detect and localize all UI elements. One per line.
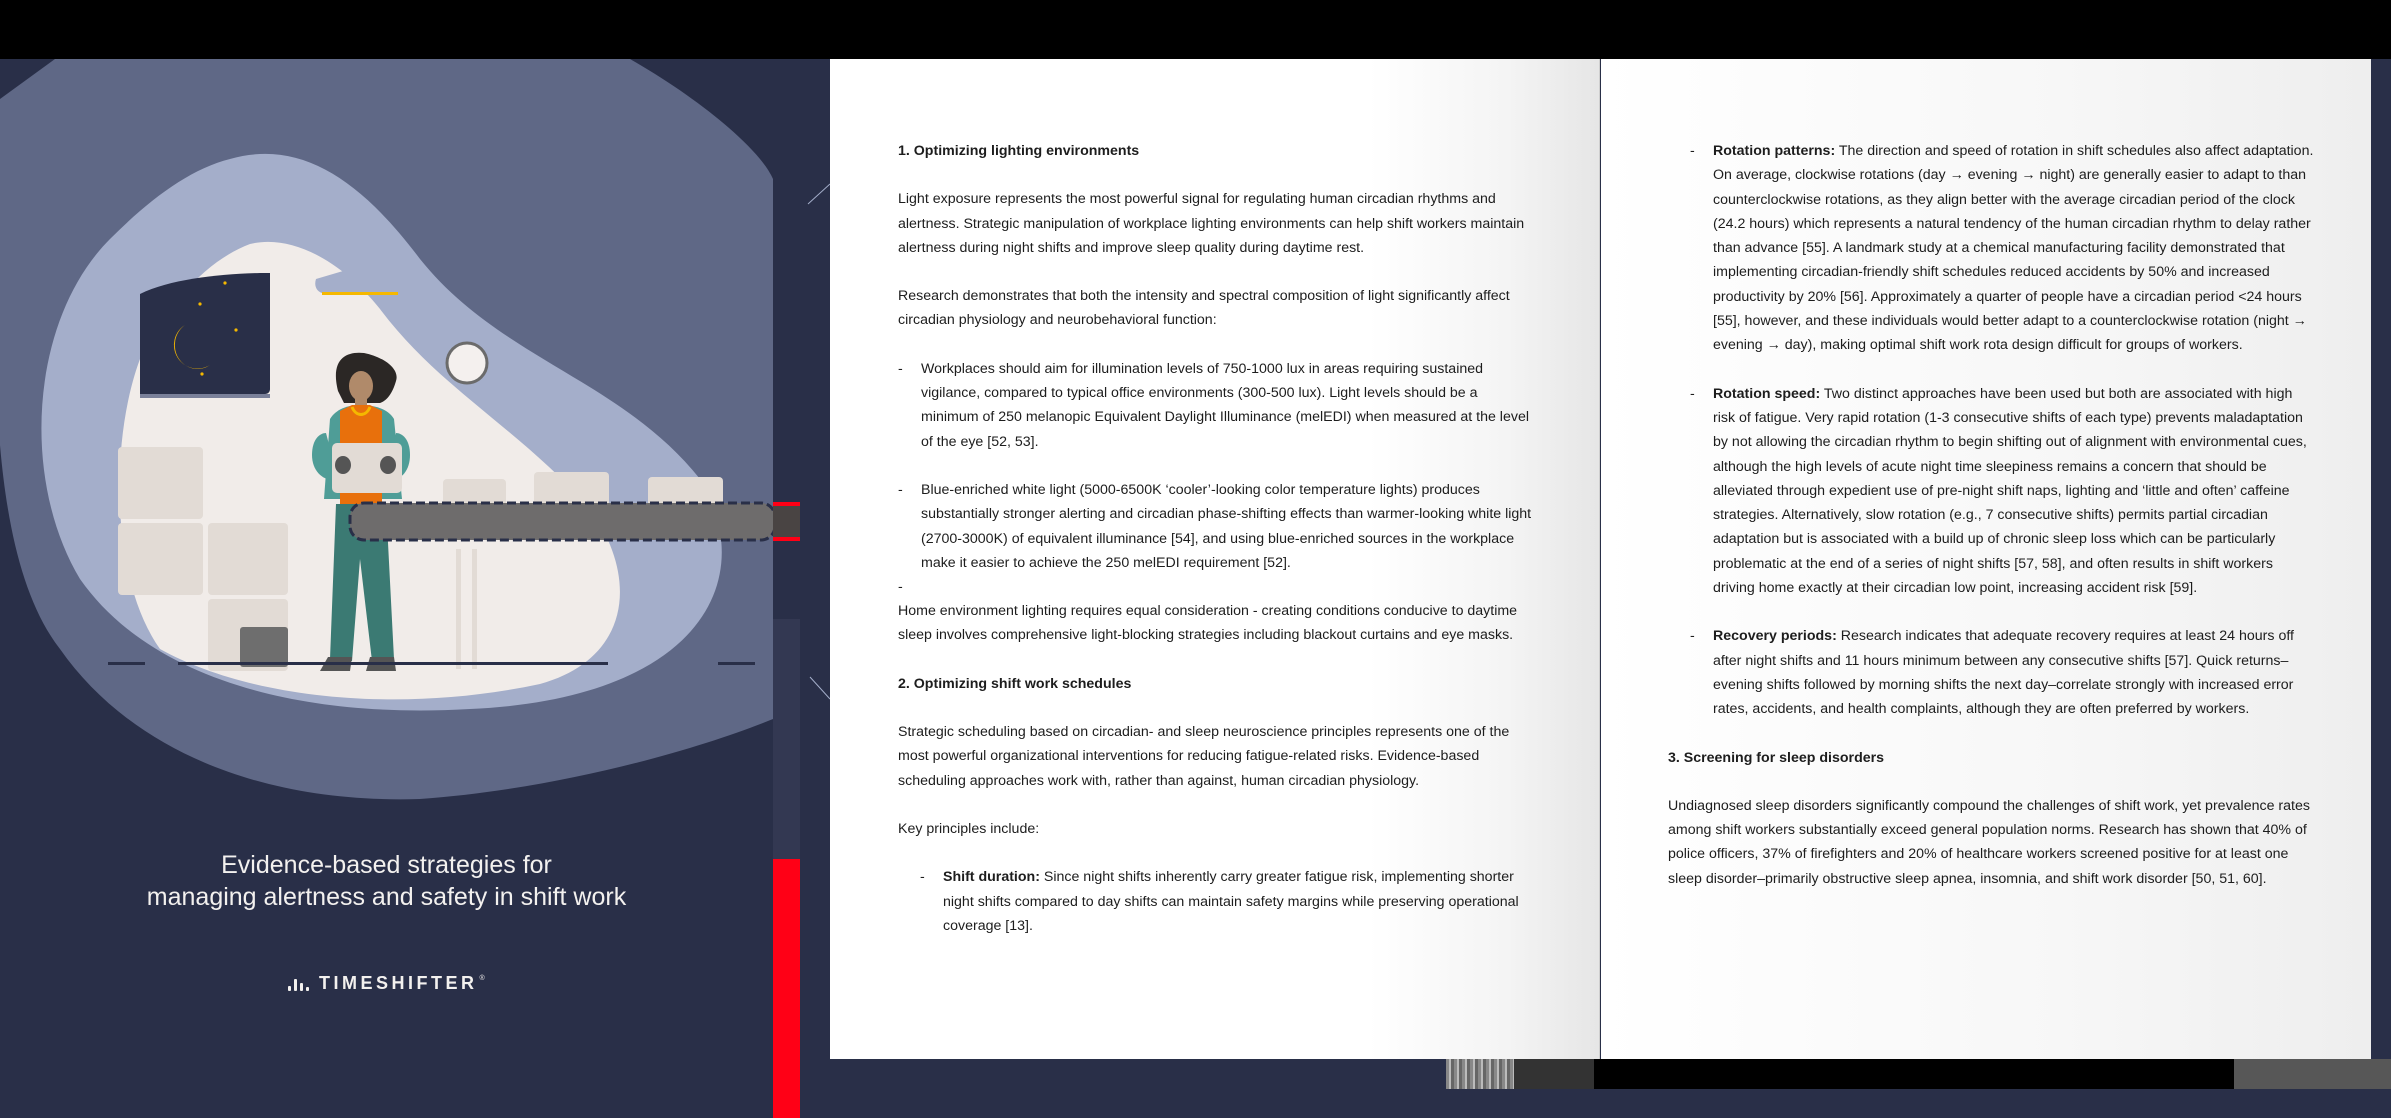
section-1-heading: 1. Optimizing lighting environments xyxy=(898,143,1140,159)
bullet-label: Rotation speed: xyxy=(1713,385,1821,402)
cover-title-line-2: managing alertness and safety in shift work xyxy=(146,883,627,911)
list-item xyxy=(898,478,1538,575)
night-shift-worker-illustration xyxy=(0,59,830,1118)
list-item xyxy=(898,865,1538,938)
timeshifter-bars-icon xyxy=(288,977,309,991)
registered-mark: ® xyxy=(479,975,485,982)
bullet-text xyxy=(943,865,1538,938)
list-item xyxy=(1668,624,2318,721)
bullet-body: The direction and speed of rotation in shift schedules also affect adaptation. On average, clockwise rotations (day → evening → night) are generally easier to adapt to than counterclockwise rotations, as they align better with the average circadian period of the clock (24.2 hours) which represents a natural tendency of the human circadian rhythm to delay rather than advance [55]. A landmark study at a chemical manufacturing facility demonstrated that implementing circadian-friendly shift schedules reduced accidents by 50% and increased productivity by 20% [56]. Approximately a quarter of people have a circadian period <24 hours [55], however, and these individuals would better adapt to a counterclockwise rotation (night → evening → day), making optimal shift work rota design difficult for groups of workers. xyxy=(1713,143,2314,354)
scan-artifact xyxy=(2234,1059,2391,1089)
bullet-label: Shift duration: xyxy=(943,869,1040,886)
bullet-text xyxy=(1713,624,2318,721)
right-edge-strip xyxy=(2371,59,2391,1118)
bullet-dash: - xyxy=(1690,385,1695,402)
bullet-text xyxy=(1713,382,2318,601)
list-item xyxy=(1668,139,2318,358)
section-3-body: Undiagnosed sleep disorders significantly compound the challenges of shift work, yet prevalence rates among shift workers substantially exceed general population norms. Research has shown that 40% of police officers, 37% of firefighters and 20% of healthcare workers screened positive for at least one sleep disorder–primarily obstructive sleep apnea, insomnia, and shift work disorder [50, 51, 60]. xyxy=(1668,797,2310,887)
bullet-text xyxy=(1713,139,2318,358)
cover-page xyxy=(0,59,830,1118)
bullet-body: Research indicates that adequate recovery requires at least 24 hours off after night shifts and 11 hours minimum between any consecutive shifts [57]. Quick returns–evening shifts followed by morning shifts the next day–correlate strongly with increased error rates, accidents, and health complaints, although they are often preferred by workers. xyxy=(1713,628,2294,718)
bullet-label: Recovery periods: xyxy=(1713,628,1837,645)
section-2-heading: 2. Optimizing shift work schedules xyxy=(898,675,1132,692)
bullet-body: Since night shifts inherently carry greater fatigue risk, implementing shorter night shifts compared to day shifts can maintain safety margins while preserving operational coverage [13]. xyxy=(943,869,1519,934)
timeshifter-logo xyxy=(288,973,485,994)
bullet-body: Two distinct approaches have been used but both are associated with high risk of fatigue. Very rapid rotation (1-3 consecutive shifts of each type) prevents maladaptation by not allowing the circadian rhythm to begin shifting out of alignment with environmental cues, although the high levels of acute night time sleepiness remains a concern that should be alleviated through expedient use of pre-night shift naps, lighting and ‘little and often’ caffeine strategies. Alternatively, slow rotation (e.g., 7 consecutive shifts) permits partial circadian adaptation but is associated with a build up of chronic sleep loss which can be particularly problematic at the end of a series of night shifts [57, 58], and often results in shift workers driving home exactly at their circadian low point, increasing accident risk [59]. xyxy=(1713,385,2307,597)
section-3-heading: 3. Screening for sleep disorders xyxy=(1668,749,1885,766)
scan-artifact xyxy=(1446,1059,1514,1089)
document-page-left xyxy=(830,59,1600,1059)
section-1-home-lighting: Home environment lighting requires equal consideration - creating conditions conducive to daytime sleep involves comprehensive light-blocking strategies including blackout curtains and eye masks. xyxy=(898,603,1518,644)
section-2-intro: Strategic scheduling based on circadian- and sleep neuroscience principles represents one of the most powerful organizational interventions for reducing fatigue-related risks. Evidence-based scheduling approaches work with, rather than against, human circadian physiology. xyxy=(898,724,1510,789)
key-principles-label: Key principles include: xyxy=(898,820,1040,837)
bullet-label: Rotation patterns: xyxy=(1713,143,1836,159)
bullet-text: Workplaces should aim for illumination levels of 750-1000 lux in areas requiring sustained vigilance, compared to typical office environments (300-500 lux). Light levels should be a minimum of 250 melanopic Equivalent Daylight Illuminance (melEDI) when measured at the level of the eye [52, 53]. xyxy=(921,360,1529,450)
scan-artifact xyxy=(1514,1059,1594,1089)
document-page-right xyxy=(1601,59,2371,1059)
stray-dash: - xyxy=(898,579,903,596)
bullet-dash: - xyxy=(898,360,903,377)
section-1-research: Research demonstrates that both the intensity and spectral composition of light significantly affect circadian physiology and neurobehavioral function: xyxy=(898,288,1510,329)
red-accent-bar xyxy=(773,859,800,1118)
bullet-dash: - xyxy=(1690,628,1695,645)
top-black-bar xyxy=(0,0,2391,59)
list-item xyxy=(1668,382,2318,601)
section-1-intro: Light exposure represents the most powerful signal for regulating human circadian rhythms and alertness. Strategic manipulation of workplace lighting environments can help shift workers maintain alertness during night shifts and improve sleep quality during daytime rest. xyxy=(898,191,1525,256)
bullet-dash: - xyxy=(1690,143,1695,159)
logo-text: TIMESHIFTER xyxy=(319,973,478,993)
spine-shadow xyxy=(773,619,800,859)
cover-title xyxy=(0,849,773,913)
bullet-text: Blue-enriched white light (5000-6500K ‘cooler’-looking color temperature lights) produces substantially stronger alerting and circadian phase-shifting effects than warmer-looking white light (2700-3000K) of equivalent illuminance [54], and using blue-enriched sources in the workplace make it easier to achieve the 250 melEDI requirement [52]. xyxy=(921,481,1532,571)
bullet-dash: - xyxy=(920,869,925,886)
bullet-dash: - xyxy=(898,481,903,498)
scan-artifact xyxy=(1594,1059,2234,1089)
list-item xyxy=(898,357,1538,454)
cover-title-line-1: Evidence-based strategies for xyxy=(221,851,552,879)
